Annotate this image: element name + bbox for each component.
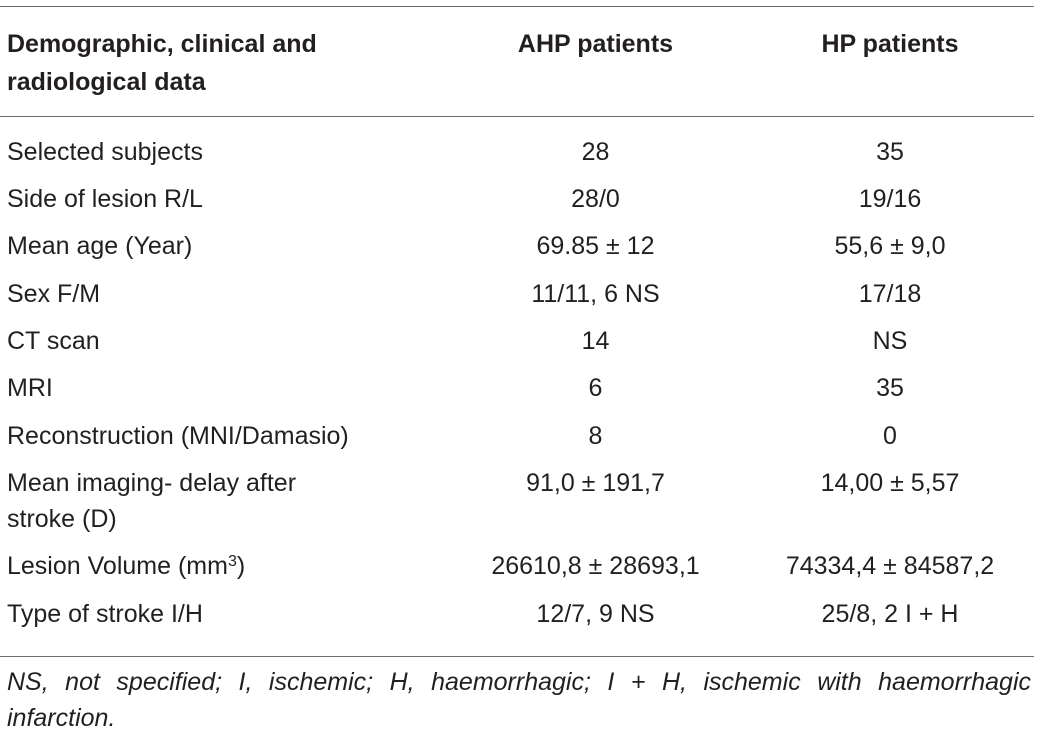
- row-label: Mean imaging- delay after stroke (D): [7, 469, 297, 533]
- row-label: Lesion Volume $(mm^3)$: [7, 552, 246, 580]
- row-ahp-value: 28/0: [571, 185, 620, 213]
- row-hp-value: 74334,4 ± 84587,2: [785, 552, 995, 580]
- header-cell-2: AHP patients: [517, 30, 674, 58]
- row-ahp-value: 26610,8 ± 28693,1: [491, 552, 700, 580]
- row-hp-value: 35: [876, 374, 904, 402]
- row-hp-value: 35: [876, 138, 904, 166]
- footnote: NS, not specified; I, ischemic; H, haemorrhagic; I + H, ischemic with haemorrhagic infarction.: [7, 668, 1031, 732]
- row-label: Reconstruction (MNI/Damasio): [7, 422, 349, 450]
- row-hp-value: 17/18: [858, 280, 922, 308]
- row-label: MRI: [7, 374, 53, 402]
- superscript: 3: [227, 553, 237, 570]
- row-ahp-value: 91,0 ± 191,7: [526, 469, 665, 497]
- row-label: Selected subjects: [7, 138, 203, 166]
- row-label: Sex F/M: [7, 280, 101, 308]
- header-rule: [0, 116, 1034, 117]
- row-ahp-value: 11/11, 6 NS: [531, 280, 660, 308]
- header-cell-3: HP patients: [821, 30, 959, 58]
- header-cell-1: Demographic, clinical and radiological data: [7, 30, 317, 96]
- row-ahp-value: 8: [588, 422, 603, 450]
- row-hp-value: 14,00 ± 5,57: [820, 469, 960, 497]
- row-label: Type of stroke I/H: [7, 600, 203, 628]
- bottom-rule: [0, 656, 1034, 657]
- row-hp-value: NS: [872, 327, 908, 355]
- row-ahp-value: 69.85 ± 12: [536, 232, 655, 260]
- top-rule: [0, 6, 1034, 7]
- row-hp-value: 25/8, 2 I + H: [821, 600, 959, 628]
- row-label: Side of lesion R/L: [7, 185, 203, 213]
- row-hp-value: 0: [883, 422, 897, 450]
- label-suffix: ): [236, 552, 246, 580]
- row-label: CT scan: [7, 327, 100, 355]
- row-hp-value: 55,6 ± 9,0: [834, 232, 946, 260]
- row-ahp-value: 14: [581, 327, 610, 355]
- row-ahp-value: 6: [588, 374, 603, 402]
- row-label: Mean age (Year): [7, 232, 193, 260]
- row-ahp-value: 12/7, 9 NS: [536, 600, 655, 628]
- row-ahp-value: 28: [581, 138, 610, 166]
- row-hp-value: 19/16: [858, 185, 922, 213]
